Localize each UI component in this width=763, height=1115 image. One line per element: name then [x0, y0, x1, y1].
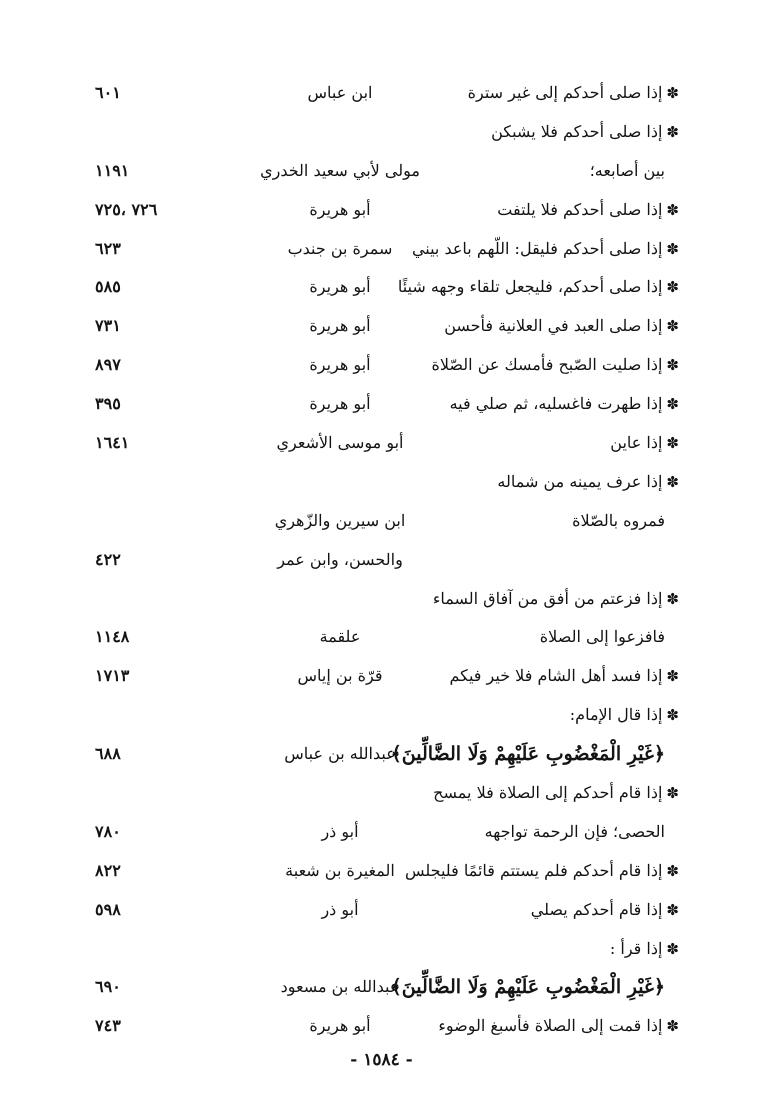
index-row — [0, 385, 763, 424]
hadith-number: ٧٢٦ ،٧٢٥ — [95, 199, 158, 219]
index-row — [0, 813, 763, 852]
narrator — [260, 580, 420, 619]
index-row — [0, 152, 763, 191]
hadith-opening: إذا قرأ : — [609, 938, 663, 958]
narrator: عبدالله بن مسعود — [280, 977, 400, 997]
narrator — [260, 774, 420, 813]
hadith-number: ٧٨٠ — [95, 821, 121, 841]
index-row — [0, 307, 763, 346]
star-icon: ✽ — [666, 667, 679, 686]
index-row — [0, 230, 763, 269]
index-row — [0, 502, 763, 541]
hadith-number: ٧٣١ — [95, 316, 121, 336]
hadith-opening: إذا صلى أحدكم، فليجعل تلقاء وجهه شيئًا — [397, 277, 663, 297]
hadith-number — [95, 930, 215, 969]
hadith-opening: إذا فزعتم من أفق من آفاق السماء — [432, 588, 663, 608]
hadith-opening: إذا عرف يمينه من شماله — [497, 471, 663, 491]
index-row — [0, 968, 763, 1007]
narrator: عبدالله بن عباس — [284, 744, 396, 764]
narrator: أبو هريرة — [309, 394, 371, 414]
hadith-opening: إذا قام أحدكم يصلي — [530, 899, 663, 919]
hadith-opening: إذا صلى العبد في العلانية فأحسن — [444, 316, 663, 336]
star-icon: ✽ — [666, 900, 679, 919]
index-row — [0, 580, 763, 619]
hadith-number — [95, 774, 215, 813]
hadith-opening: إذا قمت إلى الصلاة فأسبغ الوضوء — [438, 1016, 663, 1036]
hadith-number: ٥٨٥ — [95, 277, 121, 297]
index-row — [0, 74, 763, 113]
index-row — [0, 346, 763, 385]
index-row — [0, 618, 763, 657]
hadith-number: ٦٠١ — [95, 83, 121, 102]
narrator: ابن سيرين والزّهري — [274, 510, 406, 530]
index-row — [0, 657, 763, 696]
narrator: قرّة بن إياس — [297, 666, 383, 686]
index-row — [0, 774, 763, 813]
hadith-number — [95, 463, 215, 502]
star-icon: ✽ — [666, 472, 679, 491]
hadith-opening: إذا صلى أحدكم فليقل: اللّهم باعد بيني — [411, 238, 663, 258]
narrator: مولى لأبي سعيد الخدري — [260, 160, 420, 180]
index-row — [0, 541, 763, 580]
star-icon: ✽ — [666, 84, 679, 102]
index-row — [0, 891, 763, 930]
star-icon: ✽ — [666, 395, 679, 414]
hadith-opening: إذا قال الإمام: — [569, 705, 663, 725]
hadith-number: ٥٩٨ — [95, 899, 121, 919]
index-row — [0, 696, 763, 735]
narrator: أبو ذر — [321, 899, 359, 919]
star-icon: ✽ — [666, 706, 679, 725]
hadith-number — [95, 580, 215, 619]
hadith-opening: بين أصابعه؛ — [589, 160, 665, 180]
star-icon: ✽ — [666, 861, 679, 880]
quran-verse: ﴿غَيْرِ الْمَغْضُوبِ عَلَيْهِمْ وَلَا الضَّالِّينَ﴾ — [390, 743, 665, 766]
index-row — [0, 424, 763, 463]
hadith-number: ١٦٤١ — [95, 433, 130, 453]
index-row — [0, 463, 763, 502]
hadith-number: ٨٩٧ — [95, 355, 121, 375]
narrator — [260, 930, 420, 969]
narrator: ابن عباس — [307, 83, 373, 102]
hadith-opening: فمروه بالصّلاة — [572, 510, 665, 530]
index-row — [0, 1007, 763, 1046]
narrator: أبو ذر — [321, 821, 359, 841]
star-icon: ✽ — [666, 278, 679, 297]
hadith-opening: إذا صلى أحدكم فلا يشبكن — [491, 121, 663, 141]
star-icon: ✽ — [666, 784, 679, 803]
star-icon: ✽ — [666, 356, 679, 375]
hadith-number: ٦٨٨ — [95, 744, 121, 764]
hadith-number: ٦٢٣ — [95, 238, 121, 258]
narrator: علقمة — [319, 627, 361, 647]
star-icon: ✽ — [666, 239, 679, 258]
hadith-index-table — [0, 74, 763, 1046]
star-icon: ✽ — [666, 317, 679, 336]
hadith-opening: إذا فسد أهل الشام فلا خير فيكم — [449, 666, 663, 686]
quran-verse: ﴿غَيْرِ الْمَغْضُوبِ عَلَيْهِمْ وَلَا الضَّالِّينَ﴾ — [390, 976, 665, 999]
hadith-number: ٤٢٢ — [95, 549, 121, 569]
narrator: المغيرة بن شعبة — [285, 860, 395, 880]
hadith-number — [95, 696, 215, 735]
star-icon: ✽ — [666, 589, 679, 608]
hadith-opening: الحصى؛ فإن الرحمة تواجهه — [484, 821, 665, 841]
hadith-number: ٧٤٣ — [95, 1016, 121, 1036]
index-row — [0, 930, 763, 969]
index-row — [0, 113, 763, 152]
star-icon: ✽ — [666, 200, 679, 219]
narrator — [260, 696, 420, 735]
hadith-opening: إذا قام أحدكم فلم يستتم قائمًا فليجلس — [404, 860, 663, 880]
hadith-opening: إذا صليت الصّبح فأمسك عن الصّلاة — [431, 355, 663, 375]
hadith-opening: فافزعوا إلى الصلاة — [539, 627, 665, 647]
narrator: سمرة بن جندب — [287, 238, 393, 258]
hadith-opening: إذا قام أحدكم إلى الصلاة فلا يمسح — [433, 783, 663, 803]
hadith-number: ٦٩٠ — [95, 977, 121, 997]
narrator: أبو هريرة — [309, 1016, 371, 1036]
narrator: أبو هريرة — [309, 355, 371, 375]
index-row — [0, 268, 763, 307]
hadith-number: ١١٩١ — [95, 160, 130, 180]
star-icon: ✽ — [666, 122, 679, 141]
hadith-opening: إذا صلى أحدكم فلا يلتفت — [497, 199, 663, 219]
narrator: أبو موسى الأشعري — [276, 433, 404, 453]
hadith-number — [95, 502, 215, 541]
hadith-number: ٨٢٢ — [95, 860, 121, 880]
narrator: والحسن، وابن عمر — [277, 549, 403, 569]
hadith-number: ٣٩٥ — [95, 394, 121, 414]
star-icon: ✽ — [666, 1017, 679, 1036]
narrator — [260, 113, 420, 152]
narrator: أبو هريرة — [309, 199, 371, 219]
narrator — [260, 463, 420, 502]
star-icon: ✽ — [666, 939, 679, 958]
hadith-opening: إذا طهرت فاغسليه، ثم صلي فيه — [449, 394, 663, 414]
hadith-number — [95, 113, 215, 152]
star-icon: ✽ — [666, 434, 679, 453]
hadith-opening: إذا صلى أحدكم إلى غير سترة — [467, 83, 663, 102]
index-row — [0, 852, 763, 891]
page-number: - ١٥٨٤ - — [350, 1050, 413, 1070]
index-row — [0, 735, 763, 774]
index-row — [0, 191, 763, 230]
narrator: أبو هريرة — [309, 277, 371, 297]
narrator: أبو هريرة — [309, 316, 371, 336]
hadith-number: ١٧١٣ — [95, 666, 130, 686]
hadith-opening: إذا عاين — [610, 433, 663, 453]
hadith-number: ١١٤٨ — [95, 627, 130, 647]
